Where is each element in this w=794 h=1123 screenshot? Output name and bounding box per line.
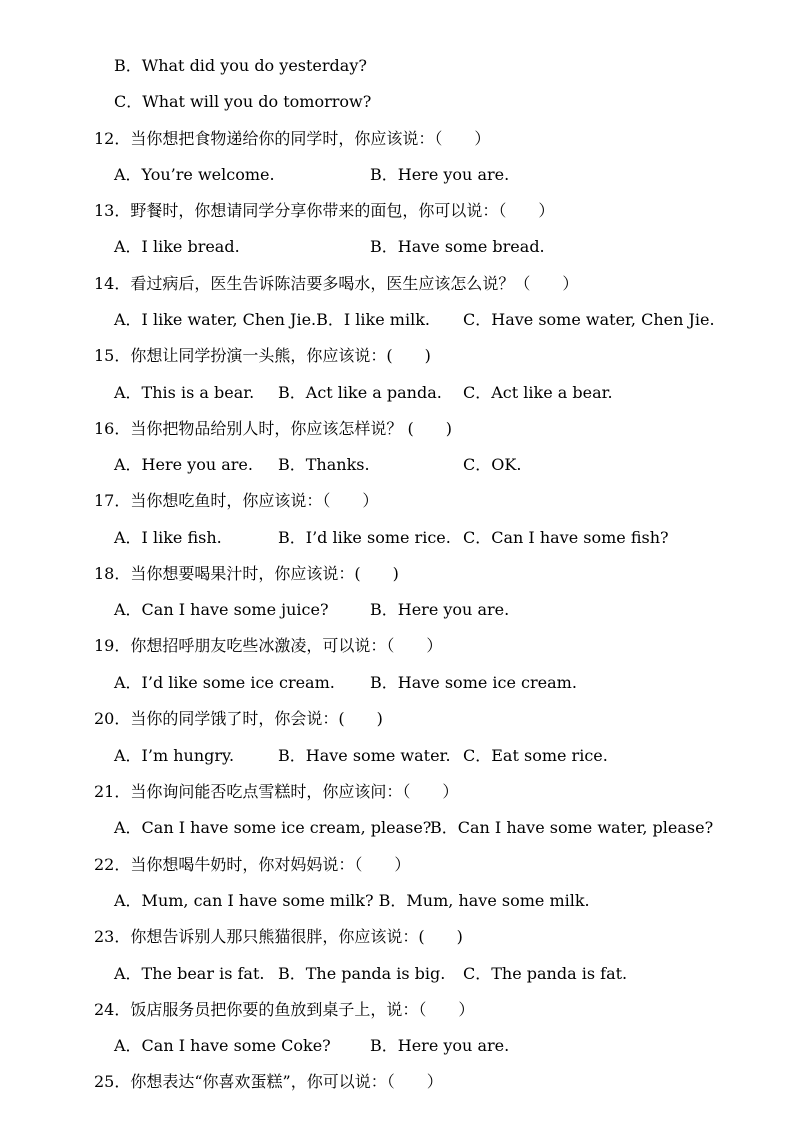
question-12-options: [0, 163, 794, 187]
option-c: C．Can I have some fish?: [463, 528, 669, 547]
question-21-options: [0, 816, 794, 840]
question-15-options: [0, 381, 794, 405]
question-18-stem: 18．当你想要喝果汁时，你应该说：( ): [94, 564, 399, 583]
option-b: B．Here you are.: [370, 1036, 510, 1055]
question-24-stem: 24．饭店服务员把你要的鱼放到桌子上，说：（ ）: [94, 1000, 475, 1019]
option-c: C．The panda is fat.: [463, 964, 628, 983]
option-a: A．I like bread.: [114, 237, 240, 256]
question-23-stem: 23．你想告诉别人那只熊猫很胖，你应该说：( ): [94, 927, 463, 946]
question-13-options: [0, 235, 794, 259]
option-b: B．Have some ice cream.: [370, 673, 577, 692]
option-a: A．The bear is fat.: [114, 964, 265, 983]
question-15-stem: 15．你想让同学扮演一头熊，你应该说：( ): [94, 346, 431, 365]
option-b: B．Thanks.: [278, 455, 370, 474]
option-a-b: A．I like water, Chen Jie.B．I like milk.: [114, 310, 430, 329]
question-24-options: [0, 1034, 794, 1058]
option-a: A．Can I have some ice cream, please?: [114, 818, 432, 837]
question-19-stem: 19．你想招呼朋友吃些冰激凌，可以说：（ ）: [94, 636, 443, 655]
option-b: B．Have some bread.: [370, 237, 545, 256]
option-a: A．This is a bear.: [114, 383, 255, 402]
option-c: C．OK.: [463, 455, 522, 474]
question-14-options: [0, 308, 794, 332]
option-a: A．Can I have some Coke?: [114, 1036, 331, 1055]
question-12-stem: 12．当你想把食物递给你的同学时，你应该说：（ ）: [94, 129, 491, 148]
option-a: A．Can I have some juice?: [114, 600, 329, 619]
option-b: B．The panda is big.: [278, 964, 446, 983]
question-22-stem: 22．当你想喝牛奶时，你对妈妈说：（ ）: [94, 855, 411, 874]
option-c: C．Have some water, Chen Jie.: [463, 310, 715, 329]
question-16-stem: 16．当你把物品给别人时，你应该怎样说？ ( ): [94, 419, 452, 438]
question-13-stem: 13．野餐时，你想请同学分享你带来的面包，你可以说：（ ）: [94, 201, 555, 220]
option-c: C．Eat some rice.: [463, 746, 608, 765]
option-b: B．Here you are.: [370, 165, 510, 184]
option-c: C．What will you do tomorrow?: [114, 92, 372, 111]
option-a: A．I’m hungry.: [114, 746, 235, 765]
option-a: A．I’d like some ice cream.: [114, 673, 335, 692]
question-25-stem: 25．你想表达“你喜欢蛋糕”，你可以说：（ ）: [94, 1072, 443, 1091]
option-a-b: A．Mum, can I have some milk? B．Mum, have some milk.: [114, 891, 590, 910]
option-a: A．I like fish.: [114, 528, 222, 547]
option-b: B．Here you are.: [370, 600, 510, 619]
question-17-stem: 17．当你想吃鱼时，你应该说：（ ）: [94, 491, 379, 510]
option-b: B．What did you do yesterday?: [114, 56, 367, 75]
option-a: A．You’re welcome.: [114, 165, 275, 184]
question-21-stem: 21．当你询问能否吃点雪糕时，你应该问：（ ）: [94, 782, 459, 801]
option-b: B．I’d like some rice.: [278, 528, 451, 547]
option-a: A．Here you are.: [114, 455, 253, 474]
question-14-stem: 14．看过病后，医生告诉陈洁要多喝水，医生应该怎么说？（ ）: [94, 274, 579, 293]
question-16-options: [0, 453, 794, 477]
question-20-options: [0, 744, 794, 768]
question-19-options: [0, 671, 794, 695]
question-22-options: [0, 889, 794, 913]
question-17-options: [0, 526, 794, 550]
option-b: B．Can I have some water, please?: [430, 818, 714, 837]
option-b: B．Act like a panda.: [278, 383, 442, 402]
question-23-options: [0, 962, 794, 986]
question-18-options: [0, 598, 794, 622]
option-b: B．Have some water.: [278, 746, 451, 765]
question-20-stem: 20．当你的同学饿了时，你会说：( ): [94, 709, 383, 728]
option-c: C．Act like a bear.: [463, 383, 613, 402]
